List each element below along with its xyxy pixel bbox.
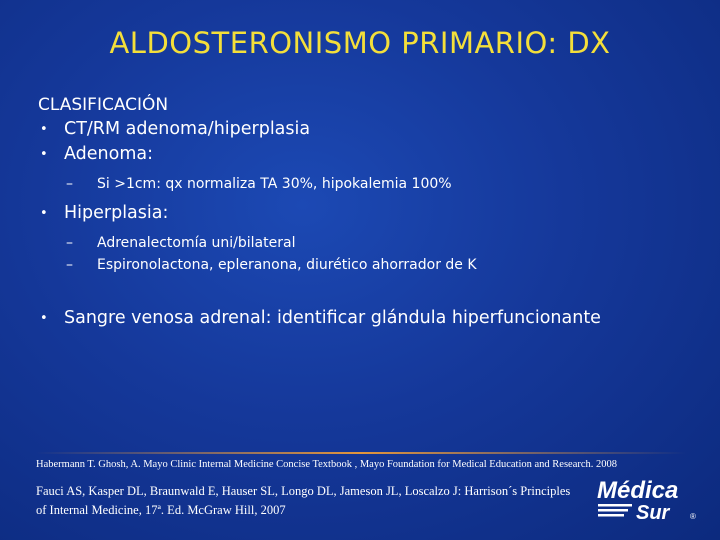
bullet-text: Sangre venosa adrenal: identificar glándula hiperfuncionante — [64, 308, 601, 328]
bullet-hiperplasia — [38, 201, 698, 226]
bullet-text: Hiperplasia: — [64, 203, 169, 223]
bullet-text: CT/RM adenoma/hiperplasia — [64, 119, 311, 139]
reference-divider — [36, 452, 686, 454]
reference-mayo: Habermann T. Ghosh, A. Mayo Clinic Internal Medicine Concise Textbook , Mayo Foundation for Medical Education and Research. 2008 — [36, 459, 618, 470]
bullet-text: Adenoma: — [64, 144, 154, 164]
sub-bullet-adenoma — [38, 173, 698, 195]
medica-sur-logo — [594, 474, 704, 524]
bullet-sangre-venosa — [38, 306, 698, 331]
dash-icon: – — [66, 257, 73, 273]
bullet-icon: • — [40, 311, 48, 326]
reference-harrison — [36, 482, 570, 520]
sub-bullet-text: Si >1cm: qx normaliza TA 30%, hipokalemia 100% — [97, 176, 452, 192]
dash-icon: – — [66, 235, 73, 251]
sub-bullet-text: Espironolactona, epleranona, diurético ahorrador de K — [97, 257, 477, 273]
bullet-icon: • — [40, 147, 48, 162]
sub-bullet-espironolactona — [38, 254, 698, 276]
registered-mark-icon: ® — [690, 512, 696, 521]
bullet-icon: • — [40, 122, 48, 137]
bullet-adenoma — [38, 142, 698, 167]
logo-word-medica: Médica — [597, 477, 679, 504]
bullet-icon: • — [40, 206, 48, 221]
classification-heading: CLASIFICACIÓN — [38, 95, 169, 115]
slide-title: ALDOSTERONISMO PRIMARIO: DX — [109, 26, 611, 60]
sub-bullet-adrenalectomia — [38, 232, 698, 254]
logo-stripe — [598, 514, 624, 517]
reference-harrison-line1: Fauci AS, Kasper DL, Braunwald E, Hauser SL, Longo DL, Jameson JL, Loscalzo J: Harrison´s Principles — [36, 484, 571, 498]
logo-stripe — [598, 509, 628, 512]
reference-harrison-line2: of Internal Medicine, 17ª. Ed. McGraw Hill, 2007 — [36, 503, 286, 517]
sub-bullet-text: Adrenalectomía uni/bilateral — [97, 235, 296, 251]
logo-word-sur: Sur — [636, 502, 670, 524]
dash-icon: – — [66, 176, 73, 192]
bullet-ct-rm — [38, 117, 698, 142]
logo-stripe — [598, 504, 632, 507]
slide-body — [38, 94, 698, 331]
